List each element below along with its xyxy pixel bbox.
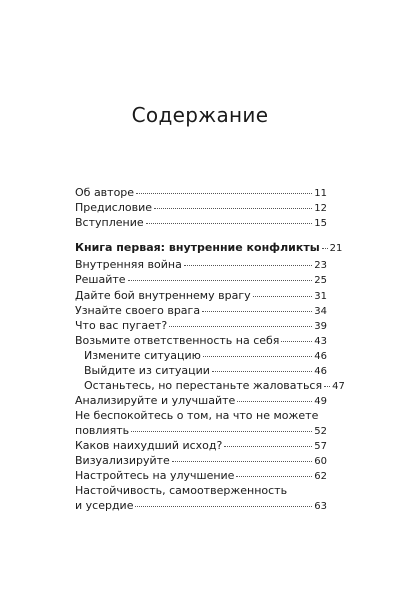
leader-dots <box>224 445 312 447</box>
toc-entry-introduction <box>75 216 327 231</box>
toc-label: Останьтесь, но перестаньте жаловаться <box>84 379 323 392</box>
toc-page-number: 12 <box>314 203 327 214</box>
toc-label: Что вас пугает? <box>75 319 168 332</box>
toc-label: Измените ситуацию <box>84 349 201 362</box>
toc-label: Анализируйте и улучшайте <box>75 394 236 407</box>
toc-page-number: 49 <box>314 396 327 407</box>
leader-dots <box>136 192 312 194</box>
leader-dots <box>281 340 312 342</box>
leader-dots <box>324 385 330 387</box>
toc-entry-analyze-improve <box>75 394 327 409</box>
page-title: Содержание <box>131 103 269 127</box>
toc-page-number: 47 <box>332 381 345 392</box>
leader-dots <box>212 370 312 372</box>
toc-entry-inner-war <box>75 258 327 273</box>
toc-entry-decide <box>75 273 327 288</box>
leader-dots <box>146 222 313 224</box>
toc-label: Каков наихудший исход? <box>75 439 223 452</box>
toc-entry-dont-worry <box>75 424 327 439</box>
leader-dots <box>322 247 328 249</box>
leader-dots <box>172 460 312 462</box>
toc-label: Дайте бой внутреннему врагу <box>75 289 251 302</box>
toc-page-number: 57 <box>314 441 327 452</box>
toc-label: Выйдите из ситуации <box>84 364 210 377</box>
toc-entry-book-one <box>75 241 343 256</box>
toc-entry-visualize <box>75 454 327 469</box>
toc-page-number: 46 <box>314 351 327 362</box>
toc-page-number: 21 <box>329 243 343 254</box>
toc-page-number: 31 <box>314 291 327 302</box>
toc-page-number: 23 <box>314 260 327 271</box>
leader-dots <box>128 279 313 281</box>
leader-dots <box>202 310 312 312</box>
leader-dots <box>135 505 312 507</box>
toc-entry-persistence <box>75 499 327 514</box>
toc-label: Узнайте своего врага <box>75 304 201 317</box>
toc-page-number: 11 <box>314 188 327 199</box>
toc-entry-tune-improvement <box>75 469 327 484</box>
toc-label-continuation: и усердие <box>75 499 134 512</box>
toc-entry-worst-outcome <box>75 439 327 454</box>
leader-dots <box>169 325 312 327</box>
leader-dots <box>253 295 313 297</box>
toc-label: Предисловие <box>75 201 152 214</box>
toc-label-line1: Настойчивость, самоотверженность <box>75 484 288 497</box>
toc-page-number: 46 <box>314 366 327 377</box>
toc-page-number: 60 <box>314 456 327 467</box>
toc-label: Решайте <box>75 273 126 286</box>
toc-page-number: 63 <box>314 501 327 512</box>
toc-page-number: 15 <box>314 218 327 229</box>
toc-label-continuation: повлиять <box>75 424 130 437</box>
toc-label: Внутренняя война <box>75 258 182 271</box>
toc-label: Об авторе <box>75 186 135 199</box>
toc-entry-stop-complaining <box>75 379 345 394</box>
toc-entry-leave-situation <box>75 364 327 379</box>
toc-label: Настройтесь на улучшение <box>75 469 235 482</box>
toc-page-number: 43 <box>314 336 327 347</box>
leader-dots <box>154 207 312 209</box>
leader-dots <box>237 400 312 402</box>
toc-label: Вступление <box>75 216 144 229</box>
table-of-contents <box>75 0 345 600</box>
leader-dots <box>203 355 312 357</box>
toc-entry-about-author <box>75 186 327 201</box>
toc-page-number: 62 <box>314 471 327 482</box>
toc-label: Книга первая: внутренние конфликты <box>75 241 320 254</box>
toc-entry-fears <box>75 319 327 334</box>
toc-entry-change-situation <box>75 349 327 364</box>
toc-label: Возьмите ответственность на себя <box>75 334 280 347</box>
leader-dots <box>236 475 312 477</box>
toc-page-number: 25 <box>314 275 327 286</box>
toc-entry-responsibility <box>75 334 327 349</box>
toc-page-number: 34 <box>314 306 327 317</box>
leader-dots <box>184 264 312 266</box>
leader-dots <box>131 430 312 432</box>
toc-entry-know-enemy <box>75 304 327 319</box>
toc-page-number: 52 <box>314 426 327 437</box>
toc-entry-fight-enemy <box>75 289 327 304</box>
toc-label: Визуализируйте <box>75 454 170 467</box>
toc-page-number: 39 <box>314 321 327 332</box>
toc-entry-preface <box>75 201 327 216</box>
toc-label-line1: Не беспокойтесь о том, на что не можете <box>75 409 319 422</box>
